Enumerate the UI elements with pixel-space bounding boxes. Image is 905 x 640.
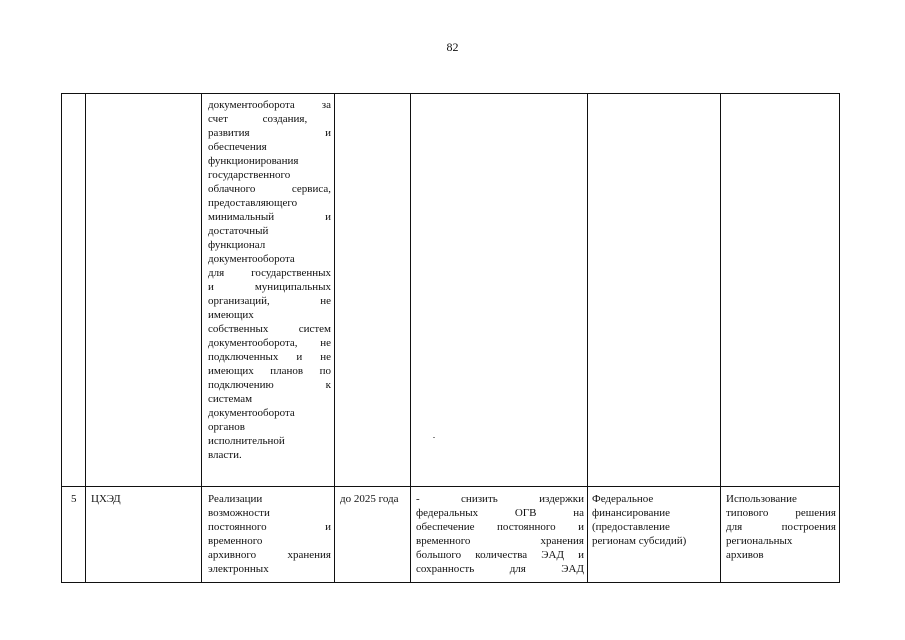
cell-line: обеспечения bbox=[208, 141, 267, 153]
cell-line: имеющих планов по bbox=[208, 365, 331, 377]
cell-line: сохранность для ЭАД bbox=[416, 563, 584, 575]
cell-line: федеральных ОГВ на bbox=[416, 507, 584, 519]
cell-line: предоставляющего bbox=[208, 197, 298, 209]
deadline: до 2025 года bbox=[340, 493, 399, 505]
cell-line: архивов bbox=[726, 549, 764, 561]
notes bbox=[726, 492, 836, 562]
cell-line: достаточный bbox=[208, 225, 269, 237]
document-table bbox=[61, 93, 840, 583]
table-col-divider bbox=[720, 93, 721, 583]
cell-line: электронных bbox=[208, 563, 269, 575]
table-col-divider bbox=[201, 93, 202, 583]
page-number: 82 bbox=[446, 40, 459, 54]
cell-line: органов bbox=[208, 421, 245, 433]
cell-line: временного bbox=[208, 535, 263, 547]
cell-line: документооборота, не bbox=[208, 337, 331, 349]
cell-line: системам bbox=[208, 393, 253, 405]
table-row-divider bbox=[61, 486, 840, 487]
cell-line: постоянного и bbox=[208, 521, 331, 533]
cell-line: временного хранения bbox=[416, 535, 584, 547]
cell-line: для построения bbox=[726, 521, 836, 533]
cell-line: собственных систем bbox=[208, 323, 331, 335]
cell-line: Реализации bbox=[208, 493, 263, 505]
cell-line: (предоставление bbox=[592, 521, 670, 533]
cell-line: - снизить издержки bbox=[416, 493, 584, 505]
cell-line: и муниципальных bbox=[208, 281, 331, 293]
cell-line: обеспечение постоянного и bbox=[416, 521, 584, 533]
cell-line: организаций, не bbox=[208, 295, 331, 307]
cell-line: функционал bbox=[208, 239, 266, 251]
cell-line: облачного сервиса, bbox=[208, 183, 331, 195]
cell-line: регионам субсидий) bbox=[592, 535, 687, 547]
cell-line: государственного bbox=[208, 169, 291, 181]
cell-line: подключению к bbox=[208, 379, 331, 391]
table-border-left bbox=[61, 93, 62, 583]
cell-line: финансирование bbox=[592, 507, 671, 519]
row-number: 5 bbox=[71, 493, 77, 505]
cell-line: счет создания, bbox=[208, 113, 308, 125]
cell-line: исполнительной bbox=[208, 435, 285, 447]
cell-line: Федеральное bbox=[592, 493, 654, 505]
expected-effect bbox=[416, 492, 584, 576]
cell-line: развития и bbox=[208, 127, 331, 139]
cell-line: документооборота bbox=[208, 253, 295, 265]
table-col-divider bbox=[85, 93, 86, 583]
cell-line: минимальный и bbox=[208, 211, 331, 223]
cell-line: типового решения bbox=[726, 507, 836, 519]
cell-line: большого количества ЭАД и bbox=[416, 549, 584, 561]
cell-line: имеющих bbox=[208, 309, 254, 321]
cell-line: документооборота за bbox=[208, 99, 331, 111]
system-name: ЦХЭД bbox=[91, 493, 121, 505]
table-col-divider bbox=[587, 93, 588, 583]
funding-source bbox=[592, 492, 718, 548]
cell-line: документооборота bbox=[208, 407, 295, 419]
table-col-divider bbox=[334, 93, 335, 583]
table-col-divider bbox=[410, 93, 411, 583]
cell-line: региональных bbox=[726, 535, 793, 547]
cell-line: подключенных и не bbox=[208, 351, 331, 363]
cell-line: функционирования bbox=[208, 155, 299, 167]
cell-line: для государственных bbox=[208, 267, 331, 279]
table-row bbox=[208, 98, 331, 462]
task-description bbox=[208, 492, 331, 576]
cell-line: власти. bbox=[208, 449, 242, 461]
cell-line: возможности bbox=[208, 507, 270, 519]
cell-line: Использование bbox=[726, 493, 797, 505]
scan-speck bbox=[433, 437, 435, 438]
table-border-top bbox=[61, 93, 840, 94]
table-border-right bbox=[839, 93, 840, 583]
table-border-bottom bbox=[61, 582, 840, 583]
cell-line: архивного хранения bbox=[208, 549, 331, 561]
